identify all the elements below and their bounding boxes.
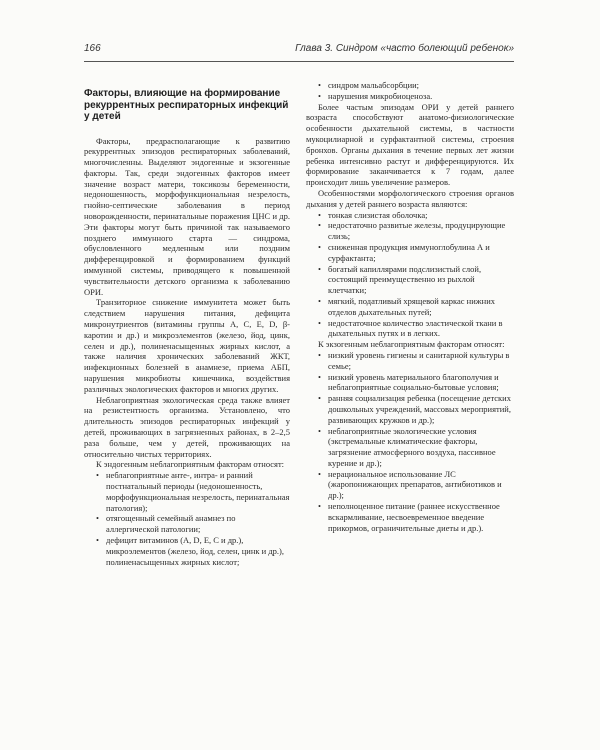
- list-item-text: нерациональное использование ЛС (жаропонижающих препаратов, антибиотиков и др.);: [328, 468, 502, 501]
- list-item-text: низкий уровень гигиены и санитарной культуры в семье;: [328, 349, 510, 371]
- bullet-icon: •: [318, 80, 321, 90]
- paragraph: Факторы, предрасполагающие к развитию рекуррентных эпизодов респираторных заболеваний, многочисленны. Выделяют эндогенные и экзогенные факторы. Так, среди эндогенных факторов имеет значение возраст матери, токсикозы беременности, недоношенность, морфофункциональная незрелость, гнойно-септические заболевания в период новорожденности, перинатальные поражения ЦНС и др. Эти факторы могут быть причиной так называемого позднего иммунного старта — синдрома, обусловленного медленным или поздним дифференцировкой и формированием функций иммунной системы, приводящего к повышенной чувствительности детского организма к заболеванию ОРИ.: [84, 135, 290, 297]
- morphology-list: [306, 210, 514, 340]
- paragraph: Более частым эпизодам ОРИ у детей раннего возраста способствуют анатомо-физиологические особенности дыхательной системы, в частности мукоцилиарной и сурфактантной системы, строения бронхов. Органы дыхания в течение первых лет жизни ребенка интенсивно растут и дифференцируются. Их формирование заканчивается к 7 годам, далее происходит лишь увеличение размеров.: [306, 101, 514, 188]
- list-item-text: тонкая слизистая оболочка;: [328, 209, 428, 220]
- list-item: [96, 513, 290, 535]
- chapter-title: Глава 3. Синдром «часто болеющий ребенок»: [295, 43, 514, 54]
- bullet-icon: •: [96, 513, 99, 524]
- list-item-text: сниженная продукция иммуноглобулина А и сурфактанта;: [328, 241, 490, 263]
- paragraph: Неблагоприятная экологическая среда также влияет на резистентность организма. Установлено, что длительность эпизодов респираторных инфекций у детей, проживающих в загрязненных районах, в 2–2,5 раза больше, чем у детей, проживающих на относительно чистых территориях.: [84, 394, 290, 459]
- bullet-icon: •: [318, 425, 321, 436]
- bullet-icon: •: [318, 393, 321, 404]
- paragraph: Особенностями морфологического строения органов дыхания у детей раннего возраста являются:: [306, 187, 514, 209]
- bullet-icon: •: [96, 470, 99, 481]
- list-item: [318, 425, 514, 469]
- list-item-text: синдром мальабсорбции;: [328, 80, 420, 90]
- list-item-text: богатый капиллярами подслизистый слой, состоящий преимущественно из рыхлой клетчатки;: [328, 263, 482, 296]
- list-item-text: ранняя социализация ребенка (посещение детских дошкольных учреждений, массовых мероприятий, развивающих кружков и др.);: [328, 393, 511, 425]
- list-item-text: дефицит витаминов (А, D, Е, С и др.), микроэлементов (железо, йод, селен, цинк и др.), полиненасыщенных жирных кислот;: [106, 534, 284, 567]
- paragraph: К экзогенным неблагоприятным факторам относят:: [318, 339, 505, 350]
- list-item: [318, 501, 514, 533]
- list-item: [318, 80, 514, 91]
- list-item-text: неблагоприятные анте-, интра- и ранний постнатальный периоды (недоношенность, морфофункциональная незрелость, перинатальная патология);: [106, 470, 290, 513]
- list-item: [318, 371, 514, 394]
- endogenous-factors-list: [84, 470, 290, 567]
- list-item: [318, 317, 514, 340]
- bullet-icon: •: [318, 241, 321, 252]
- list-item: [318, 349, 514, 372]
- list-item-text: неблагоприятные экологические условия (экстремальные климатические факторы, загрязнение атмосферного воздуха, пассивное курение и др.);: [328, 425, 496, 468]
- header-rule: [84, 61, 514, 62]
- bullet-icon: •: [318, 468, 321, 479]
- bullet-icon: •: [318, 263, 321, 274]
- bullet-icon: •: [96, 534, 99, 545]
- section-heading: Факторы, влияющие на формирование рекуррентных респираторных инфекций у детей: [84, 88, 289, 122]
- continued-list: [306, 80, 514, 102]
- right-column: [306, 80, 514, 533]
- list-item: [318, 220, 514, 242]
- list-item-text: недостаточно развитые железы, продуцирующие слизь;: [328, 220, 506, 242]
- list-item-text: мягкий, податливый хрящевой каркас нижних отделов дыхательных путей;: [328, 295, 495, 317]
- bullet-icon: •: [318, 209, 321, 220]
- list-item: [318, 90, 514, 102]
- bullet-icon: •: [318, 501, 321, 512]
- list-item: [318, 209, 514, 221]
- bullet-icon: •: [318, 220, 321, 231]
- list-item-text: нарушения микробиоценоза.: [328, 90, 433, 101]
- page-number: 166: [84, 43, 101, 54]
- list-item: [96, 534, 290, 567]
- paragraph: К эндогенным неблагоприятным факторам относят:: [96, 459, 285, 470]
- left-column: [84, 80, 290, 567]
- list-item: [318, 295, 514, 318]
- list-item-text: неполноценное питание (раннее искусственное вскармливание, несвоевременное введение прикормов, ограничительные диеты и др.).: [328, 501, 500, 533]
- bullet-icon: •: [318, 90, 321, 101]
- list-item-text: низкий уровень материального благополучия и неблагоприятные социально-бытовые условия;: [328, 371, 499, 393]
- bullet-icon: •: [318, 349, 321, 360]
- bullet-icon: •: [318, 317, 321, 328]
- list-item: [318, 468, 514, 501]
- exogenous-factors-list: [306, 350, 514, 534]
- list-item: [318, 241, 514, 264]
- list-item: [96, 470, 290, 513]
- bullet-icon: •: [318, 295, 321, 306]
- bullet-icon: •: [318, 371, 321, 382]
- list-item: [318, 393, 514, 425]
- list-item-text: отягощенный семейный анамнез по аллергической патологии;: [106, 513, 236, 535]
- list-item-text: недостаточное количество эластической ткани в дыхательных путях и в легких.: [328, 317, 503, 339]
- list-item: [318, 263, 514, 296]
- paragraph: Транзиторное снижение иммунитета может быть следствием нарушения питания, дефицита микронутриентов (витамины группы А, С, Е, D, β-каротин и др.) и микроэлементов (железо, йод, цинк, селен и др.), полиненасыщенных жирных кислот, а также наличия хронических заболеваний ЖКТ, инфекционных болезней в анамнезе, приема АБП, нарушения микробиоты кишечника, воздействия различных экологических факторов и многих других.: [84, 297, 290, 394]
